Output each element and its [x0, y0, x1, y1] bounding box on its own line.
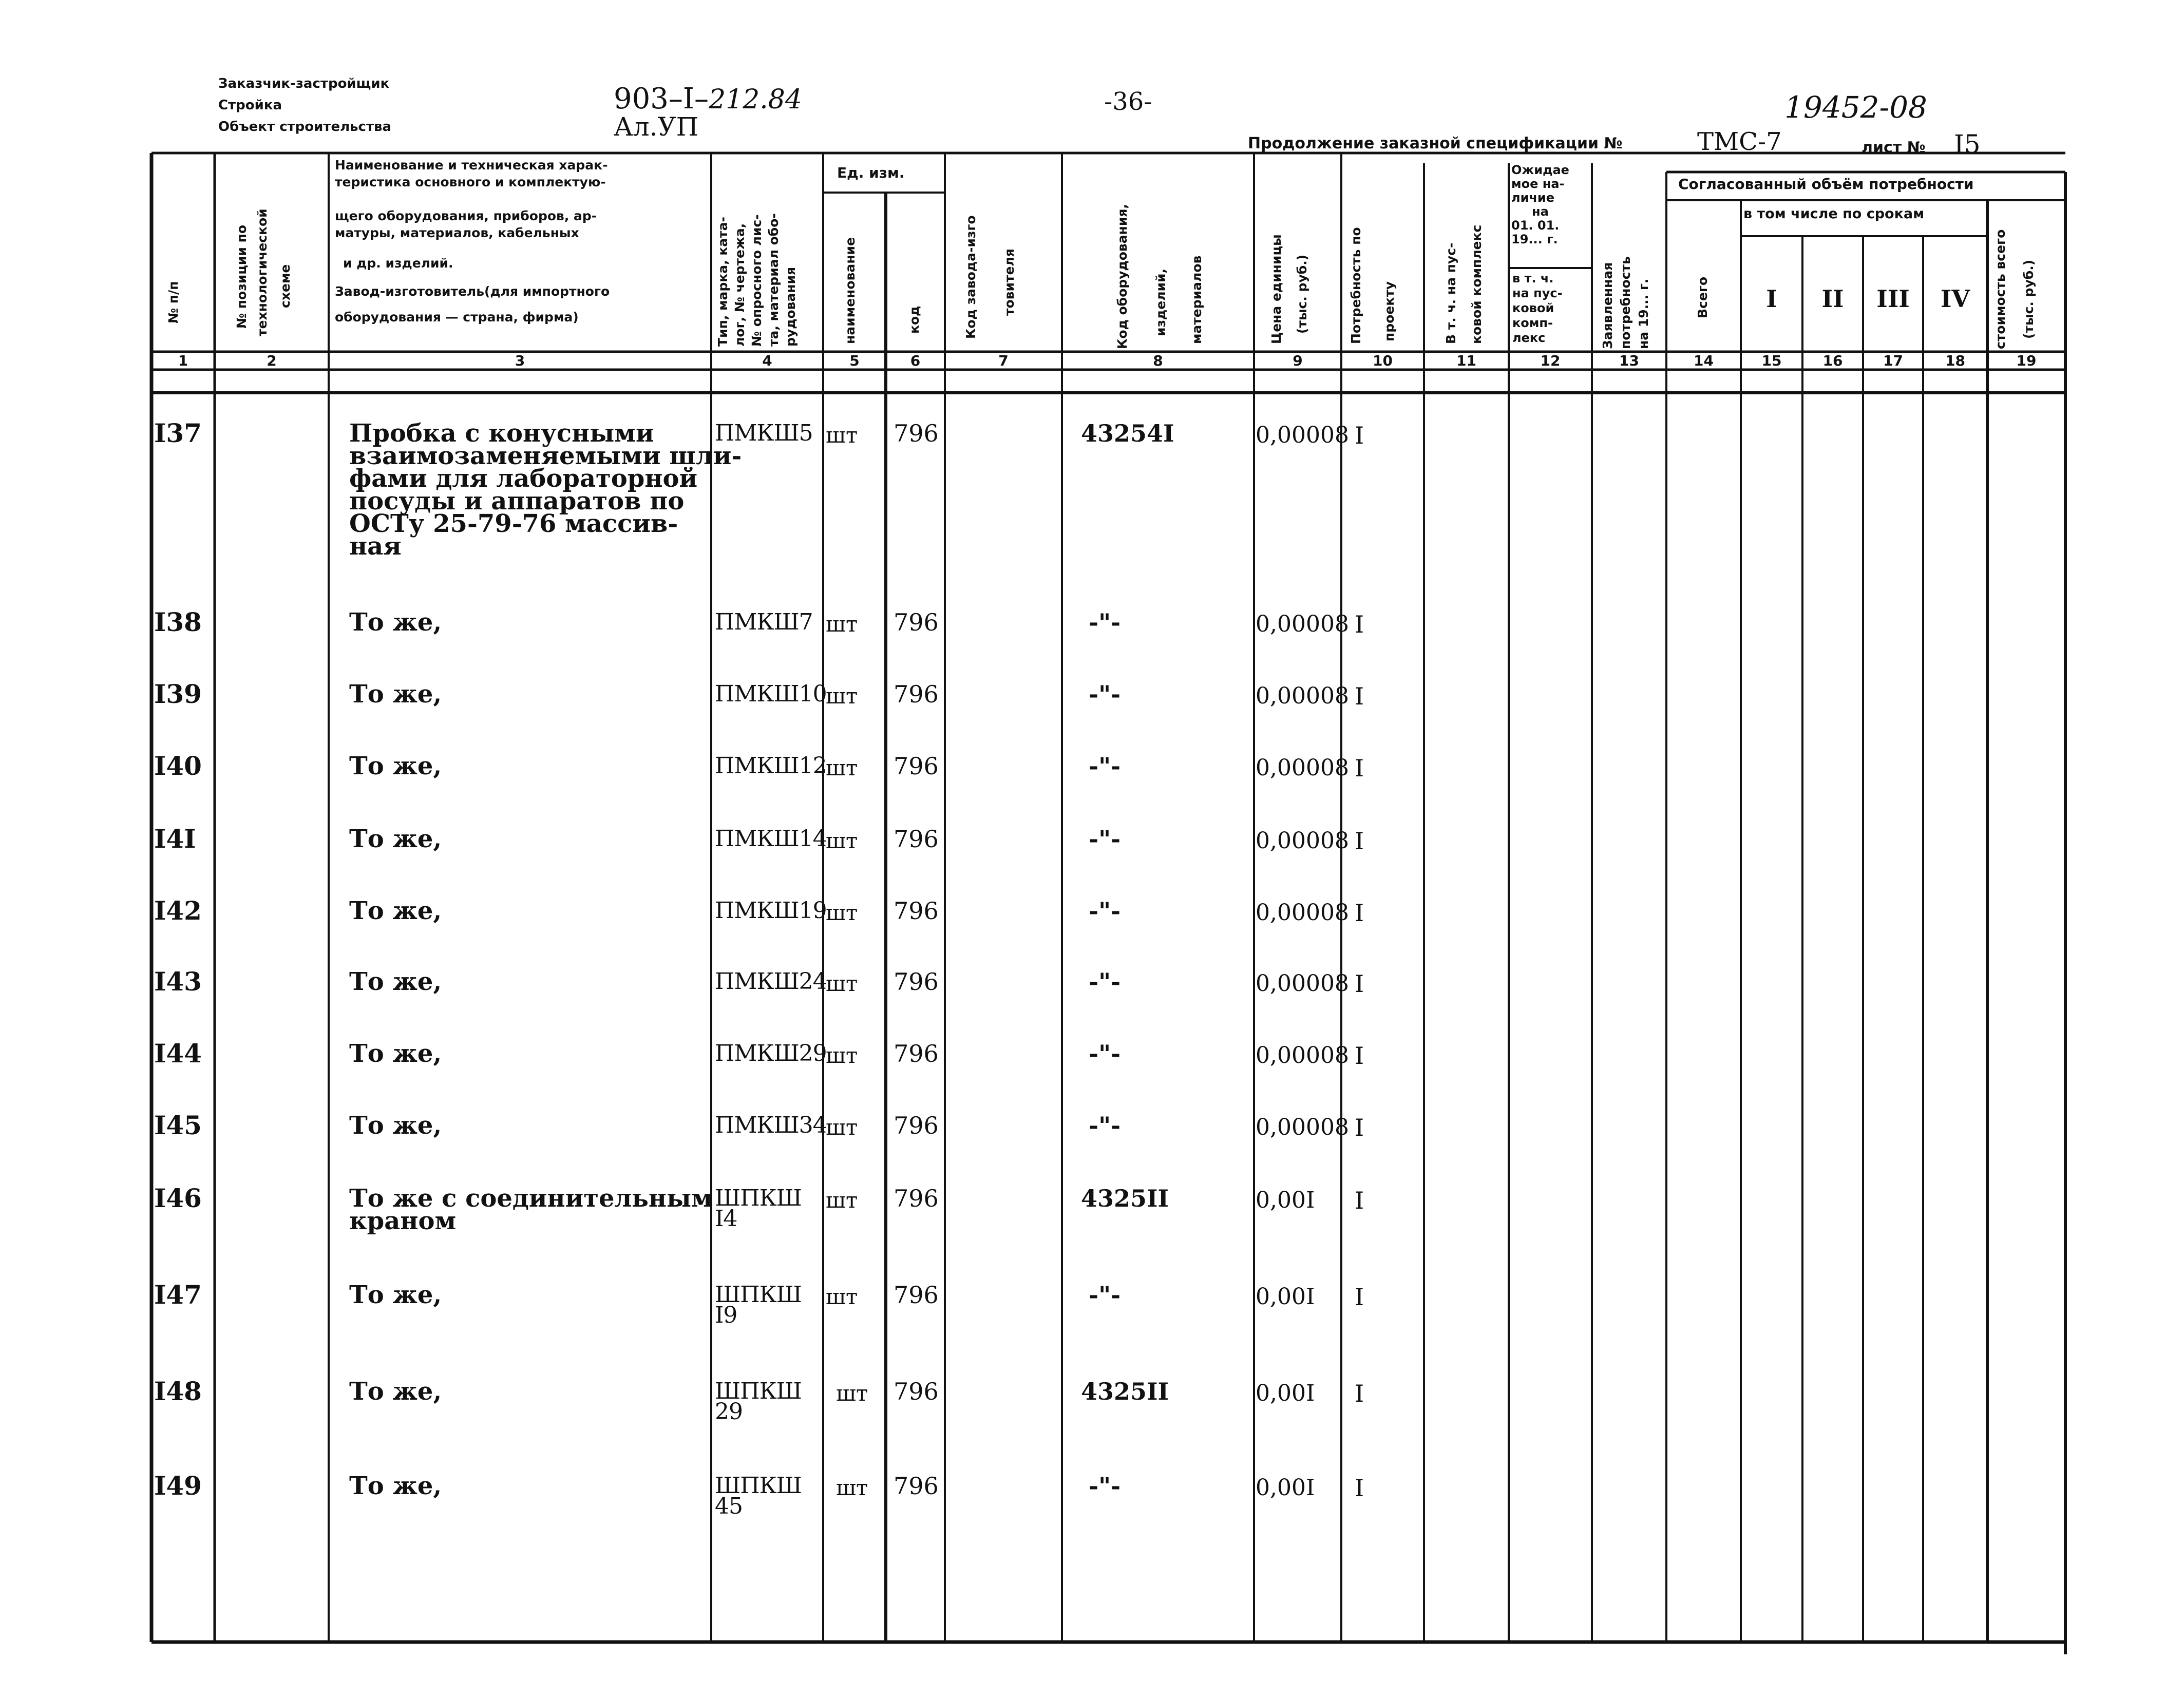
- col12a-line1: Ожидае: [1511, 163, 1569, 177]
- project-need: I: [1355, 1474, 1364, 1502]
- col18-header: IV: [1940, 285, 1970, 313]
- col12a-line5: 01. 01.: [1511, 218, 1560, 233]
- row-number: I37: [154, 418, 202, 448]
- item-name: То же,: [349, 967, 442, 996]
- column-number-10: 10: [1373, 352, 1393, 369]
- col14-19-group-header: Согласованный объём потребности: [1678, 176, 1974, 193]
- col12a-line6: 19... г.: [1511, 232, 1558, 246]
- unit-code: 796: [894, 1378, 939, 1405]
- col19-header-line2: (тыс. руб.): [2021, 259, 2036, 339]
- unit-code: 796: [894, 680, 939, 708]
- item-name: То же,: [349, 752, 442, 780]
- column-number-11: 11: [1456, 352, 1476, 369]
- equipment-code: -"-: [1089, 897, 1121, 925]
- item-type: ПМКШ34: [715, 1112, 827, 1138]
- item-type: ПМКШ24: [715, 968, 827, 995]
- item-type: ПМКШ10: [715, 681, 827, 707]
- col14-header: Всего: [1695, 276, 1710, 318]
- col2-header-line1: № позиции по: [234, 225, 249, 329]
- unit-code: 796: [894, 419, 939, 447]
- item-type: ШПКШ: [715, 1185, 802, 1211]
- col17-header: III: [1876, 285, 1910, 313]
- col7-header-line1: Код завода-изго: [963, 215, 978, 339]
- unit-name: шт: [826, 1115, 858, 1140]
- item-type: I4: [715, 1206, 737, 1232]
- col4-header-line5: рудования: [783, 266, 798, 347]
- unit-name: шт: [826, 1043, 858, 1068]
- col12a-line4: на: [1532, 204, 1549, 219]
- project-need: I: [1355, 1283, 1364, 1311]
- column-number-5: 5: [849, 352, 860, 369]
- item-name: То же,: [349, 1377, 442, 1406]
- project-need: I: [1355, 1114, 1364, 1141]
- item-type: ПМКШ14: [715, 826, 827, 852]
- column-number-16: 16: [1822, 352, 1843, 369]
- unit-price: 0,00008: [1256, 755, 1349, 781]
- project-need: I: [1355, 970, 1364, 998]
- unit-code: 796: [894, 1185, 939, 1212]
- col6-header: код: [907, 306, 922, 334]
- col8-header-line3: материалов: [1189, 255, 1204, 344]
- item-name: ОСТу 25-79-76 массив-: [349, 509, 678, 538]
- item-name: Пробка с конусными: [349, 419, 654, 448]
- column-number-18: 18: [1945, 352, 1965, 369]
- item-name: То же,: [349, 1039, 442, 1068]
- column-number-8: 8: [1153, 352, 1163, 369]
- column-number-7: 7: [998, 352, 1009, 369]
- row-number: I42: [154, 895, 202, 926]
- page-number: -36-: [1104, 87, 1152, 116]
- unit-price: 0,00008: [1256, 683, 1349, 709]
- item-name: ная: [349, 532, 402, 561]
- col8-header-line1: Код оборудования,: [1115, 204, 1130, 349]
- project-need: I: [1355, 682, 1364, 710]
- item-name: То же,: [349, 896, 442, 925]
- unit-code: 796: [894, 752, 939, 780]
- equipment-code: -"-: [1089, 1472, 1121, 1500]
- equipment-code: -"-: [1089, 1112, 1121, 1139]
- unit-price: 0,00I: [1256, 1284, 1315, 1310]
- item-type: ШПКШ: [715, 1378, 802, 1404]
- project-need: I: [1355, 1187, 1364, 1214]
- unit-price: 0,00008: [1256, 1114, 1349, 1140]
- row-number: I46: [154, 1183, 202, 1213]
- item-type: ШПКШ: [715, 1282, 802, 1308]
- unit-name: шт: [826, 828, 858, 853]
- col11-header-line2: ковой комплекс: [1469, 224, 1484, 344]
- equipment-code: -"-: [1089, 1281, 1121, 1309]
- col4-header-line1: Тип, марка, ката-: [715, 217, 730, 347]
- col10-header-line1: Потребность по: [1349, 227, 1363, 344]
- column-number-1: 1: [178, 352, 188, 369]
- item-name: То же,: [349, 1111, 442, 1140]
- item-type: ШПКШ: [715, 1473, 802, 1499]
- column-number-3: 3: [515, 352, 525, 369]
- equipment-code: -"-: [1089, 1040, 1121, 1067]
- sheet-number: I5: [1954, 129, 1981, 159]
- col12a-line3: личие: [1511, 190, 1554, 205]
- col12a-header: [1511, 163, 1569, 246]
- unit-code: 796: [894, 897, 939, 925]
- column-number-19: 19: [2016, 352, 2037, 369]
- item-type: ПМКШ5: [715, 420, 813, 446]
- unit-price: 0,00008: [1256, 970, 1349, 997]
- unit-name: шт: [826, 423, 858, 448]
- col3-header-line3: щего оборудования, приборов, ар-: [335, 208, 597, 223]
- column-number-13: 13: [1619, 352, 1639, 369]
- unit-price: 0,00008: [1256, 900, 1349, 926]
- col3-header-line5: и др. изделий.: [343, 256, 453, 271]
- col3-header-line2: теристика основного и комплектую-: [335, 175, 606, 189]
- project-code-printed: 903–I–: [614, 82, 709, 116]
- col16-header: II: [1821, 285, 1844, 313]
- item-type: ПМКШ19: [715, 898, 827, 924]
- row-number: I48: [154, 1376, 202, 1406]
- col3-header-line7: оборудования — страна, фирма): [335, 310, 579, 325]
- project-need: I: [1355, 1042, 1364, 1070]
- item-type: 29: [715, 1399, 743, 1425]
- unit-name: шт: [826, 971, 858, 996]
- unit-code: 796: [894, 1281, 939, 1309]
- col2-header-line2: технологической: [255, 208, 270, 336]
- project-need: I: [1355, 899, 1364, 927]
- album-label: Ал.УП: [614, 112, 699, 142]
- row-number: I40: [154, 751, 202, 781]
- unit-code: 796: [894, 1472, 939, 1500]
- col3-header-line4: матуры, материалов, кабельных: [335, 225, 579, 240]
- column-number-17: 17: [1883, 352, 1903, 369]
- project-need: I: [1355, 754, 1364, 782]
- col13-header-line2: потребность: [1618, 256, 1633, 349]
- col12b-line3: ковой: [1512, 301, 1554, 315]
- unit-code: 796: [894, 825, 939, 853]
- col12b-header: [1512, 271, 1563, 346]
- col12a-line2: мое на-: [1511, 177, 1565, 191]
- handwritten-number: 19452-08: [1784, 90, 1927, 125]
- item-type: I9: [715, 1302, 737, 1328]
- unit-name: шт: [826, 1284, 858, 1309]
- equipment-code: -"-: [1089, 752, 1121, 780]
- col12b-line5: лекс: [1512, 331, 1546, 345]
- unit-price: 0,00I: [1256, 1475, 1315, 1501]
- col5-header: наименование: [843, 237, 858, 344]
- equipment-code: 43254I: [1081, 419, 1174, 447]
- customer-label: Заказчик-застройщик: [218, 76, 390, 91]
- item-name: То же,: [349, 608, 442, 637]
- item-name: То же,: [349, 1281, 442, 1309]
- row-number: I47: [154, 1280, 202, 1310]
- col19-header-line1: стоимость всего: [1993, 229, 2008, 349]
- unit-name: шт: [826, 1188, 858, 1213]
- col11-header-line1: В т. ч. на пус-: [1444, 242, 1458, 344]
- project-code-handwritten: 212.84: [709, 84, 802, 115]
- row-number: I49: [154, 1471, 202, 1501]
- col8-header-line2: изделий,: [1153, 268, 1168, 336]
- row-number: I45: [154, 1110, 202, 1140]
- col56-group-header: Ед. изм.: [837, 164, 905, 181]
- equipment-code: -"-: [1089, 968, 1121, 996]
- column-number-12: 12: [1540, 352, 1561, 369]
- unit-price: 0,00I: [1256, 1187, 1315, 1213]
- unit-code: 796: [894, 1112, 939, 1139]
- col3-header-line1: Наименование и техническая харак-: [335, 158, 608, 173]
- column-number-15: 15: [1761, 352, 1782, 369]
- col4-header-line4: та, материал обо-: [766, 213, 781, 347]
- unit-name: шт: [826, 683, 858, 709]
- item-type: ПМКШ7: [715, 609, 813, 635]
- row-number: I39: [154, 679, 202, 709]
- sheet-label: лист №: [1862, 139, 1926, 157]
- unit-name: шт: [836, 1475, 868, 1500]
- item-name: То же,: [349, 825, 442, 853]
- column-number-4: 4: [762, 352, 772, 369]
- col10-header-line2: проекту: [1382, 281, 1397, 341]
- spec-number: ТМС-7: [1697, 127, 1782, 156]
- column-number-2: 2: [267, 352, 277, 369]
- unit-code: 796: [894, 968, 939, 996]
- item-name: фами для лабораторной: [349, 464, 698, 493]
- unit-code: 796: [894, 608, 939, 636]
- col13-header-line1: Заявленная: [1600, 262, 1615, 349]
- unit-name: шт: [826, 755, 858, 780]
- equipment-code: -"-: [1089, 680, 1121, 708]
- row-number: I38: [154, 607, 202, 637]
- stroyka-label: Стройка: [218, 98, 282, 113]
- project-need: I: [1355, 827, 1364, 855]
- unit-code: 796: [894, 1040, 939, 1067]
- col4-header-line2: лог, № чертежа,: [732, 223, 747, 347]
- item-name: То же с соединительным: [349, 1184, 713, 1213]
- col1-header: № п/п: [166, 281, 181, 323]
- project-need: I: [1355, 422, 1364, 449]
- row-number: I43: [154, 966, 202, 997]
- item-name: То же,: [349, 680, 442, 709]
- col3-header-line6: Завод-изготовитель(для импортного: [335, 284, 610, 299]
- item-name: посуды и аппаратов по: [349, 487, 685, 516]
- column-number-9: 9: [1293, 352, 1303, 369]
- unit-price: 0,00008: [1256, 611, 1349, 637]
- item-type: ПМКШ12: [715, 753, 827, 779]
- item-name: краном: [349, 1207, 457, 1235]
- col12b-line2: на пус-: [1512, 286, 1563, 300]
- col13-header-line3: на 19... г.: [1636, 278, 1651, 349]
- continuation-label: Продолжение заказной спецификации №: [1248, 135, 1623, 152]
- column-number-6: 6: [910, 352, 921, 369]
- col9-header-line2: (тыс. руб.): [1295, 254, 1309, 334]
- object-label: Объект строительства: [218, 119, 392, 135]
- item-type: ПМКШ29: [715, 1040, 827, 1066]
- col7-header-line2: товителя: [1002, 249, 1017, 316]
- item-type: 45: [715, 1493, 743, 1519]
- unit-name: шт: [836, 1381, 868, 1406]
- col2-header-line3: схеме: [278, 264, 293, 308]
- col4-header-line3: № опросного лис-: [749, 214, 764, 347]
- row-number: I44: [154, 1038, 202, 1069]
- equipment-code: -"-: [1089, 825, 1121, 853]
- project-need: I: [1355, 610, 1364, 638]
- col9-header-line1: Цена единицы: [1269, 234, 1284, 344]
- equipment-code: 4325II: [1081, 1185, 1169, 1212]
- col15-18-group-header: в том числе по срокам: [1743, 206, 1925, 222]
- unit-price: 0,00008: [1256, 1042, 1349, 1069]
- equipment-code: -"-: [1089, 608, 1121, 636]
- equipment-code: 4325II: [1081, 1378, 1169, 1405]
- project-need: I: [1355, 1380, 1364, 1407]
- unit-price: 0,00I: [1256, 1380, 1315, 1406]
- row-number: I4I: [154, 824, 196, 854]
- col15-header: I: [1766, 285, 1777, 313]
- column-number-14: 14: [1694, 352, 1714, 369]
- col12b-line1: в т. ч.: [1512, 271, 1554, 285]
- item-name: То же,: [349, 1472, 442, 1500]
- unit-price: 0,00008: [1256, 422, 1349, 448]
- item-name: взаимозаменяемыми шли-: [349, 442, 742, 470]
- col12b-line4: комп-: [1512, 316, 1553, 330]
- unit-price: 0,00008: [1256, 828, 1349, 854]
- unit-name: шт: [826, 900, 858, 925]
- unit-name: шт: [826, 612, 858, 637]
